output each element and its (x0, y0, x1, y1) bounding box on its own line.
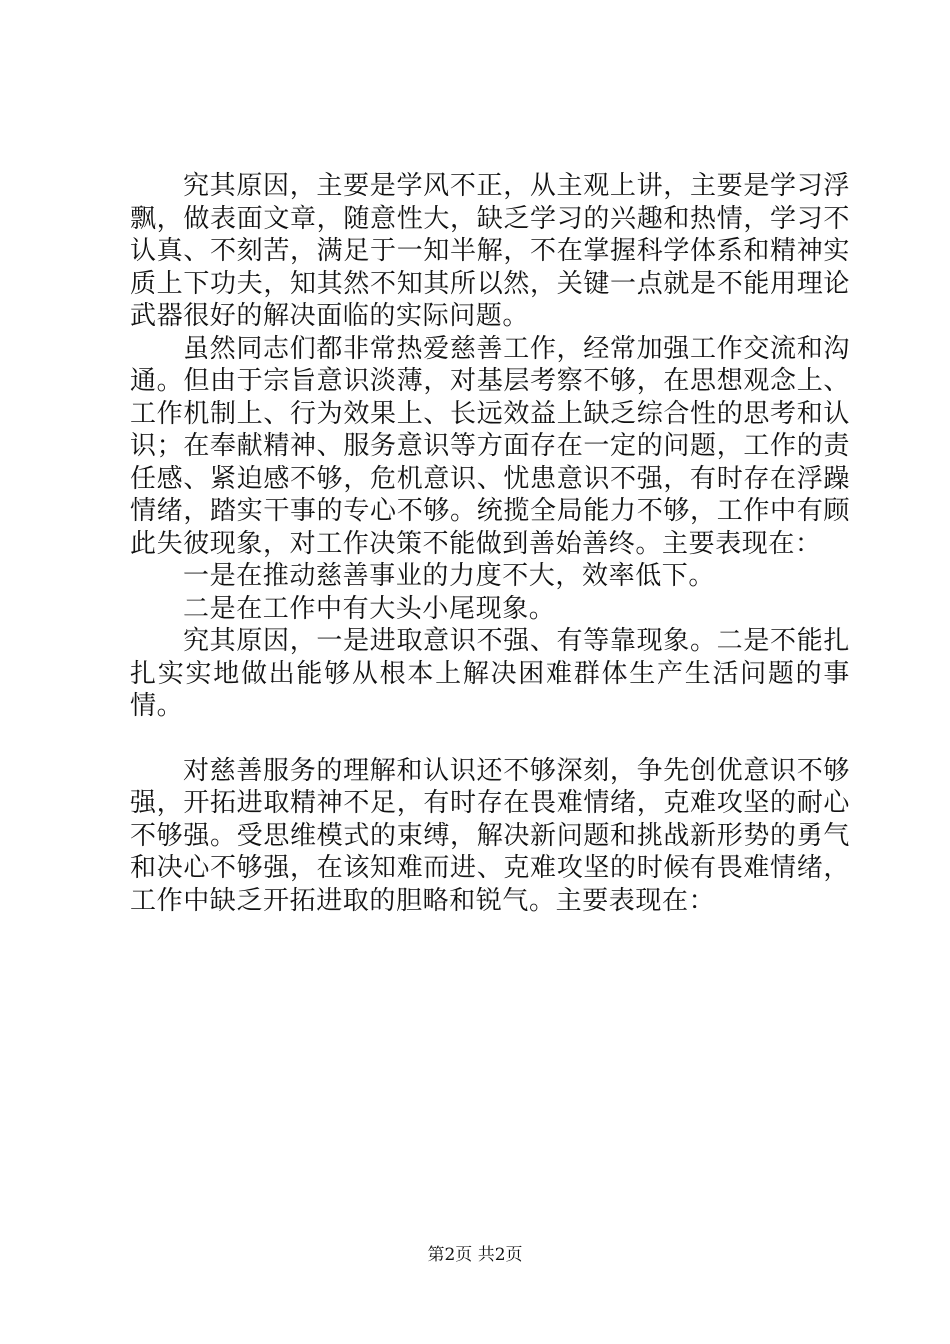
paragraph-point-two: 二是在工作中有大头小尾现象。 (183, 593, 556, 624)
page-number-footer: 第2页 共2页 (427, 1245, 523, 1265)
paragraph-cause-analysis-two: 究其原因，一是进取意识不强、有等靠现象。二是不能扎扎实实地做出能够从根本上解决困难群体生产生活问题的事情。 (130, 626, 850, 721)
paragraph-spacer (130, 723, 850, 755)
paragraph-cause-analysis: 究其原因，主要是学风不正，从主观上讲，主要是学习浮飘，做表面文章，随意性大，缺乏学习的兴趣和热情，学习不认真、不刻苦，满足于一知半解，不在掌握科学体系和精神实质上下功夫，知其然不知其所以然，关键一点就是不能用理论武器很好的解决面临的实际问题。 (130, 171, 850, 331)
paragraph-work-attitude: 虽然同志们都非常热爱慈善工作，经常加强工作交流和沟通。但由于宗旨意识淡薄，对基层考察不够，在思想观念上、工作机制上、行为效果上、长远效益上缺乏综合性的思考和认识；在奉献精神、服务意识等方面存在一定的问题，工作的责任感、紧迫感不够，危机意识、忧患意识不强，有时存在浮躁情绪，踏实干事的专心不够。统揽全局能力不够，工作中有顾此失彼现象，对工作决策不能做到善始善终。主要表现在： (130, 333, 850, 559)
paragraph-understanding: 对慈善服务的理解和认识还不够深刻，争先创优意识不够强，开拓进取精神不足，有时存在畏难情绪，克难攻坚的耐心不够强。受思维模式的束缚，解决新问题和挑战新形势的勇气和决心不够强，在该知难而进、克难攻坚的时候有畏难情绪，工作中缺乏开拓进取的胆略和锐气。主要表现在： (130, 755, 850, 916)
paragraph-point-one: 一是在推动慈善事业的力度不大，效率低下。 (183, 561, 716, 591)
document-body (130, 170, 850, 917)
